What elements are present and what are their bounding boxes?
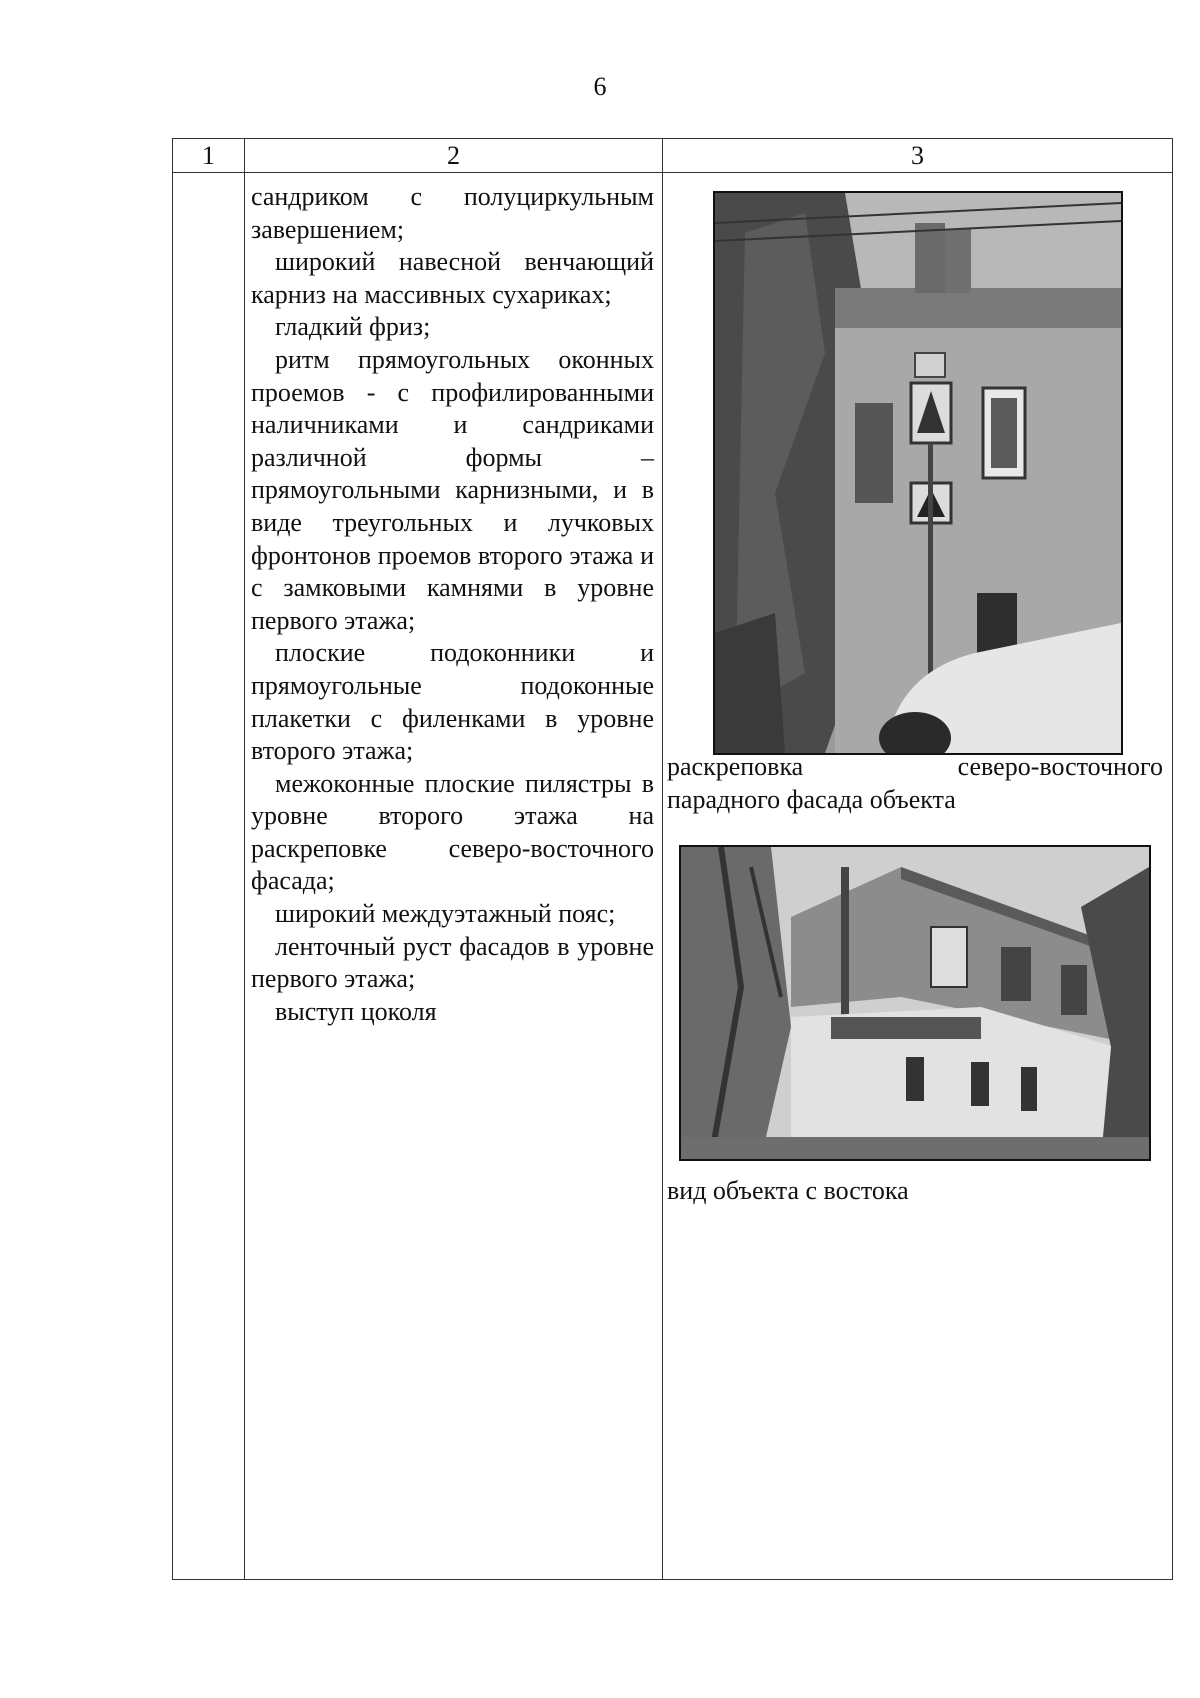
description-paragraph: гладкий фриз; [275, 312, 431, 342]
header-col-2: 2 [245, 139, 663, 173]
photo2-caption [667, 1175, 1163, 1208]
description-paragraph: широкий междуэтажный пояс; [275, 899, 616, 929]
photo-east-view [679, 845, 1151, 1161]
photo1-caption [667, 751, 1163, 816]
description-paragraph: выступ цоколя [275, 996, 437, 1026]
photo2-caption-text: вид объекта с востока [667, 1176, 909, 1205]
table-body-row [173, 173, 1173, 1580]
description-paragraph: ленточный руст фасадов в уровне первого этажа; [251, 931, 654, 994]
description-paragraph: плоские подоконники и прямоугольные подоконные плакетки с филенками в уровне второго этажа; [251, 638, 654, 766]
description-paragraph: сандриком с полуциркульным завершением; [251, 182, 654, 244]
cell-number [173, 173, 245, 1580]
cell-description [245, 173, 663, 1580]
photo-facade-projection-image [715, 193, 1121, 753]
table-header-row [173, 139, 1173, 173]
header-col-1: 1 [173, 139, 245, 173]
photo1-caption-line2: парадного фасада объекта [667, 784, 956, 814]
description-paragraph: ритм прямоугольных оконных проемов - с профилированными наличниками и сандриками различной формы – прямоугольными карнизными, и в виде треугольных и лучковых фронтонов проемов второго этажа и с замковыми камнями в уровне первого этажа; [251, 344, 654, 635]
description-paragraph: межоконные плоские пилястры в уровне второго этажа на раскреповке северо-восточного фасада; [251, 768, 654, 896]
heritage-table [172, 138, 1173, 1580]
photo-facade-projection [713, 191, 1123, 755]
cell-photos [663, 173, 1173, 1580]
photo1-caption-line1: раскреповка северо-восточного [667, 752, 1163, 781]
page-number: 6 [593, 72, 607, 101]
description-paragraph: широкий навесной венчающий карниз на массивных сухариках; [251, 247, 654, 309]
photo-east-view-image [681, 847, 1149, 1159]
header-col-3: 3 [663, 139, 1173, 173]
